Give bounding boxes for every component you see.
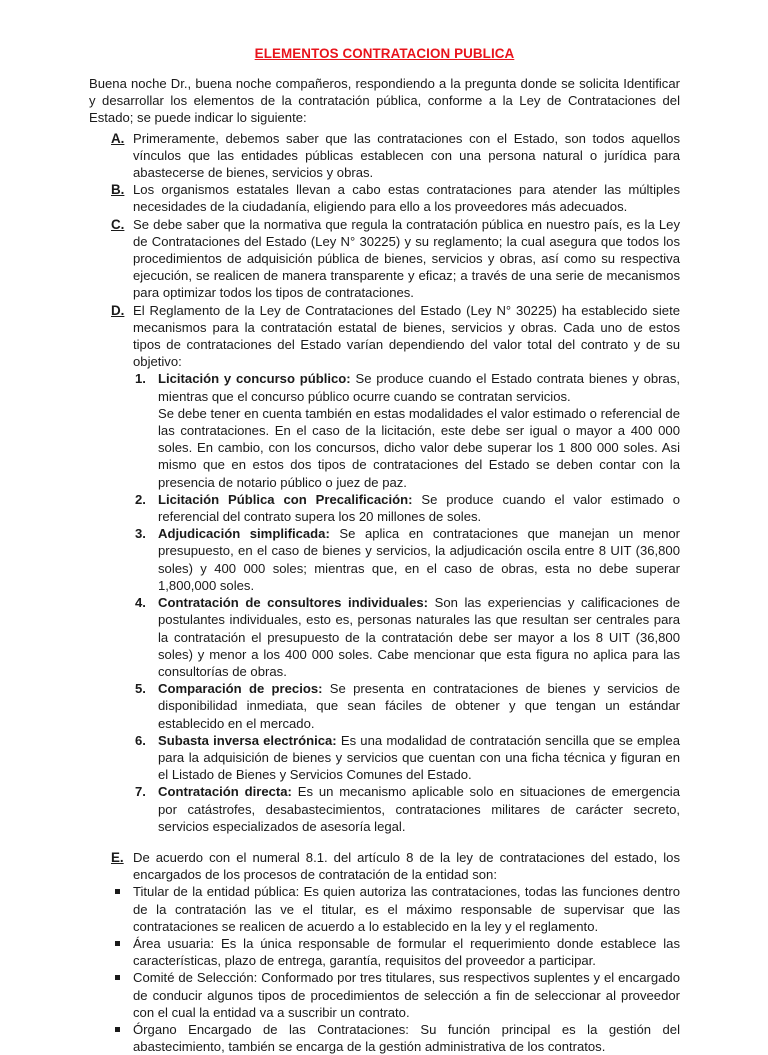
mechanism-item-4 [135,594,680,680]
mechanism-item-6 [135,732,680,784]
square-bullet-icon [115,889,120,894]
section-letter: A. [111,130,125,146]
item-number: 4. [135,595,146,611]
mechanisms-list [89,370,680,834]
section-text: Primeramente, debemos saber que las contrataciones con el Estado, son todos aquellos vínculos que las entidades públicas establecen con una persona natural o jurídica para abastecerse de bienes, servicios y obras. [133,130,680,181]
intro-paragraph: Buena noche Dr., buena noche compañeros, respondiendo a la pregunta donde se solicita Identificar y desarrollar los elementos de la contratación pública, conforme a la Ley de Contrataciones del Estado; se puede indicar lo siguiente: [89,76,680,126]
item-number: 3. [135,526,146,542]
section-d [89,302,680,371]
spacer [89,835,680,849]
bullet-text: Órgano Encargado de las Contrataciones: Su función principal es la gestión del abastecimiento, también se encarga de la gestión administrativa de los contratos. [133,1021,680,1055]
mechanism-item-5 [135,680,680,732]
item-term: Licitación y concurso público: [158,371,351,387]
official-item-3 [115,969,680,1021]
item-text: Se aplica en contrataciones que manejan un menor presupuesto, en el caso de bienes y servicios, la adjudicación oscila entre 8 UIT (36,800 soles) y 400 000 soles; mientras que, en el caso de obras, esta no debe superar 1,800,000 soles. [158,526,680,593]
section-text: El Reglamento de la Ley de Contrataciones del Estado (Ley N° 30225) ha establecido siete mecanismos para la contratación estatal de bienes, servicios y obras. Cada uno de estos tipos de contrataciones del Estado varían dependiendo del valor total del contrato y de su objetivo: [133,302,680,370]
mechanism-item-1 [135,370,680,490]
section-c [89,216,680,302]
item-number: 1. [135,371,146,387]
section-letter: E. [111,849,124,865]
item-term: Contratación de consultores individuales: [158,595,429,611]
item-number: 2. [135,491,146,507]
section-a [89,130,680,182]
officials-list [89,883,680,1055]
section-text: Los organismos estatales llevan a cabo estas contrataciones para atender las múltiples necesidades de la ciudadanía, eligiendo para ello a los proveedores más adecuados. [133,182,680,215]
section-b [89,181,680,215]
square-bullet-icon [115,941,120,946]
official-item-2 [115,935,680,969]
item-extra: Se debe tener en cuenta también en estas modalidades el valor estimado o referencial de las contrataciones. En el caso de la licitación, este debe ser igual o mayor a 400 000 soles. En cambio, con los concursos, dicho valor debe superar los 1 800 000 soles. Asi mismo que en estos dos tipos de contrataciones del Estado se deben contar con la presencia de notario público o juez de paz. [158,405,680,490]
mechanism-item-2 [135,491,680,525]
item-text: Es un mecanismo aplicable solo en situaciones de emergencia por catástrofes, desabastecimientos, contrataciones militares de carácter secreto, servicios especializados de asesoría legal. [158,784,680,834]
item-text: Es una modalidad de contratación sencilla que se emplea para la adquisición de bienes y servicios que cuentan con una ficha técnica y figuran en el Listado de Bienes y Servicios Comunes del Estado. [158,732,680,783]
section-e [89,849,680,883]
mechanism-item-3 [135,525,680,594]
item-number: 5. [135,681,146,697]
bullet-text: Comité de Selección: Conformado por tres titulares, sus respectivos suplentes y el encargado de conducir algunos tipos de procedimientos de selección a fin de seleccionar al proveedor con el cual la entidad va a suscribir un contrato. [133,970,680,1020]
item-term: Contratación directa: [158,784,292,800]
section-letter: D. [111,302,125,318]
section-letter: B. [111,182,125,198]
bullet-text: Área usuaria: Es la única responsable de formular el requerimiento donde establece las características, plazo de entrega, garantía, requisitos del proveedor a participar. [133,935,680,969]
section-letter: C. [111,216,125,232]
item-term: Subasta inversa electrónica: [158,732,337,748]
section-text: Se debe saber que la normativa que regula la contratación pública en nuestro país, es la Ley de Contrataciones del Estado (Ley N° 30225) y su reglamento; la cual asegura que todos los procedimientos de adquisición pública de bienes, servicios y obras, así como su respectiva ejecución, se realicen de manera transparente y eficaz; a través de una serie de mecanismos para optimizar todos los tipos de contrataciones. [133,216,680,301]
bullet-text: Titular de la entidad pública: Es quien autoriza las contrataciones, todas las funciones dentro de la contratación las ve el titular, es el máximo responsable de supervisar que las contrataciones se realicen de acuerdo a lo establecido en la ley y el reglamento. [133,884,680,934]
item-text: Son las experiencias y calificaciones de postulantes individuales, esto es, personas naturales las que resultan ser centrales para la contratación el presupuesto de la contratación debe ser mayor a los 8 UIT (36,800 soles) y menor a los 400 000 soles. Cabe mencionar que esta figura no aplica para las consultorías de obras. [158,595,680,679]
square-bullet-icon [115,975,120,980]
item-number: 7. [135,784,146,800]
item-text: Se produce cuando el Estado contrata bienes y obras, mientras que el concurso público ocurre cuando se contratan servicios. [158,371,681,404]
official-item-4 [115,1021,680,1055]
item-number: 6. [135,732,146,748]
mechanism-item-7 [135,783,680,835]
square-bullet-icon [115,1027,120,1032]
item-term: Licitación Pública con Precalificación: [158,491,413,507]
document-title: ELEMENTOS CONTRATACION PUBLICA [254,46,515,61]
official-item-1 [115,883,680,935]
item-text: Se presenta en contrataciones de bienes y servicios de disponibilidad inmediata, que sean fáciles de obtener y que tengan un estándar establecido en el mercado. [158,681,680,731]
item-text: Se produce cuando el valor estimado o referencial del contrato supera los 20 millones de soles. [158,491,680,525]
item-term: Comparación de precios: [158,681,323,697]
item-term: Adjudicación simplificada: [158,526,330,542]
section-text: De acuerdo con el numeral 8.1. del artículo 8 de la ley de contrataciones del estado, los encargados de los procesos de contratación de la entidad son: [133,849,680,883]
